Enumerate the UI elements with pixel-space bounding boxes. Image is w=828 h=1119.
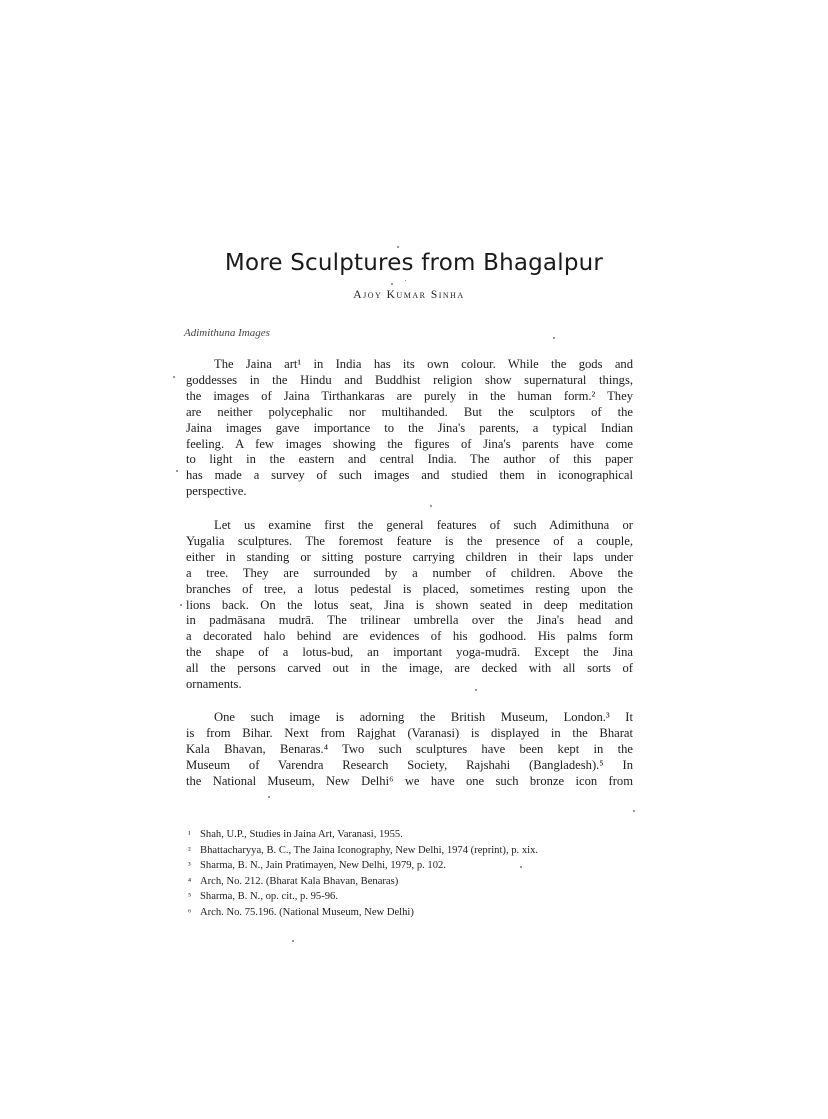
footnote	[188, 874, 628, 890]
text-line: either in standing or sitting posture carrying children in their laps under	[186, 549, 633, 564]
text-line: the images of Jaina Tirthankaras are purely in the human form.² They	[186, 388, 633, 403]
scan-speck	[553, 337, 555, 339]
text-line: in padmāsana mudrā. The trilinear umbrella over the Jina's head and	[186, 613, 633, 628]
footnote	[188, 905, 628, 921]
scan-speck	[520, 866, 522, 868]
footnote-text: Arch, No. 212. (Bharat Kala Bhavan, Benaras)	[200, 875, 399, 887]
scan-speck	[397, 246, 399, 248]
paragraph-2	[186, 518, 633, 693]
footnote	[188, 889, 628, 905]
text-line: is from Bihar. Next from Rajghat (Varanasi) is displayed in the Bharat	[186, 725, 633, 740]
scan-speck	[180, 604, 182, 606]
footnote	[188, 827, 628, 843]
footnotes	[188, 827, 628, 921]
footnote-mark: ²	[188, 844, 191, 855]
text-line: One such image is adorning the British Museum, London.³ It	[214, 710, 633, 724]
paragraph-3	[186, 710, 633, 790]
text-line: a decorated halo behind are evidences of his godhood. His palms form	[186, 629, 633, 644]
text-line: all the persons carved out in the image, are decked with all sorts of	[186, 661, 633, 676]
footnote-text: Sharma, B. N., Jain Pratimayen, New Delhi, 1979, p. 102.	[200, 860, 446, 872]
footnote-text: Shah, U.P., Studies in Jaina Art, Varanasi, 1955.	[200, 829, 403, 840]
footnote-mark: ⁴	[188, 875, 192, 886]
text-line: a tree. They are surrounded by a number of children. Above the	[186, 565, 633, 580]
text-line: to light in the eastern and central India. The author of this paper	[186, 452, 633, 467]
paragraph-1	[186, 357, 633, 500]
text-line: ornaments.	[186, 677, 242, 692]
footnote	[188, 843, 628, 859]
text-line: the National Museum, New Delhi⁶ we have one such bronze icon from	[186, 773, 633, 788]
text-line: are neither polycephalic nor multihanded. But the sculptors of the	[186, 404, 633, 419]
article-title: More Sculptures from Bhagalpur	[224, 250, 604, 276]
scan-speck	[173, 376, 175, 378]
text-line: branches of tree, a lotus pedestal is placed, sometimes resting upon the	[186, 581, 633, 596]
scan-speck	[633, 810, 635, 812]
text-line: perspective.	[186, 484, 247, 499]
scan-speck	[391, 283, 393, 285]
scan-speck	[292, 940, 294, 942]
scan-speck	[475, 689, 477, 691]
text-line: Jaina images gave importance to the Jina's parents, a typical Indian	[186, 420, 633, 435]
text-line: Kala Bhavan, Benaras.⁴ Two such sculptures have been kept in the	[186, 741, 633, 756]
text-line: Let us examine first the general features of such Adimithuna or	[214, 518, 633, 532]
text-line: goddesses in the Hindu and Buddhist religion show supernatural things,	[186, 372, 633, 387]
footnote-mark: ⁵	[188, 891, 192, 902]
article-author: Ajoy Kumar Sinha	[353, 289, 465, 301]
footnote-mark: ⁶	[188, 906, 192, 917]
footnote-text: Sharma, B. N., op. cit., p. 95-96.	[200, 891, 338, 903]
scan-speck	[430, 505, 432, 507]
text-line: The Jaina art¹ in India has its own colour. While the gods and	[214, 357, 633, 371]
footnote-mark: ³	[188, 860, 191, 871]
text-line: lions back. On the lotus seat, Jina is shown seated in deep meditation	[186, 597, 633, 612]
text-line: has made a survey of such images and studied them in iconographical	[186, 468, 633, 483]
section-heading: Adimithuna Images	[184, 327, 270, 339]
footnote-mark: ¹	[188, 829, 191, 839]
text-line: Yugalia sculptures. The foremost feature is the presence of a couple,	[186, 533, 633, 548]
scan-speck	[268, 796, 270, 798]
footnote-text: Arch. No. 75.196. (National Museum, New Delhi)	[200, 906, 414, 918]
text-line: feeling. A few images showing the figures of Jina's parents have come	[186, 436, 633, 451]
scan-speck	[405, 280, 406, 281]
text-line: Museum of Varendra Research Society, Rajshahi (Bangladesh).⁵ In	[186, 757, 633, 772]
scan-speck	[176, 470, 178, 472]
footnote-text: Bhattacharyya, B. C., The Jaina Iconography, New Delhi, 1974 (reprint), p. xix.	[200, 844, 539, 856]
footnote	[188, 858, 628, 874]
text-line: the shape of a lotus-bud, an important yoga-mudrā. Except the Jina	[186, 645, 633, 660]
